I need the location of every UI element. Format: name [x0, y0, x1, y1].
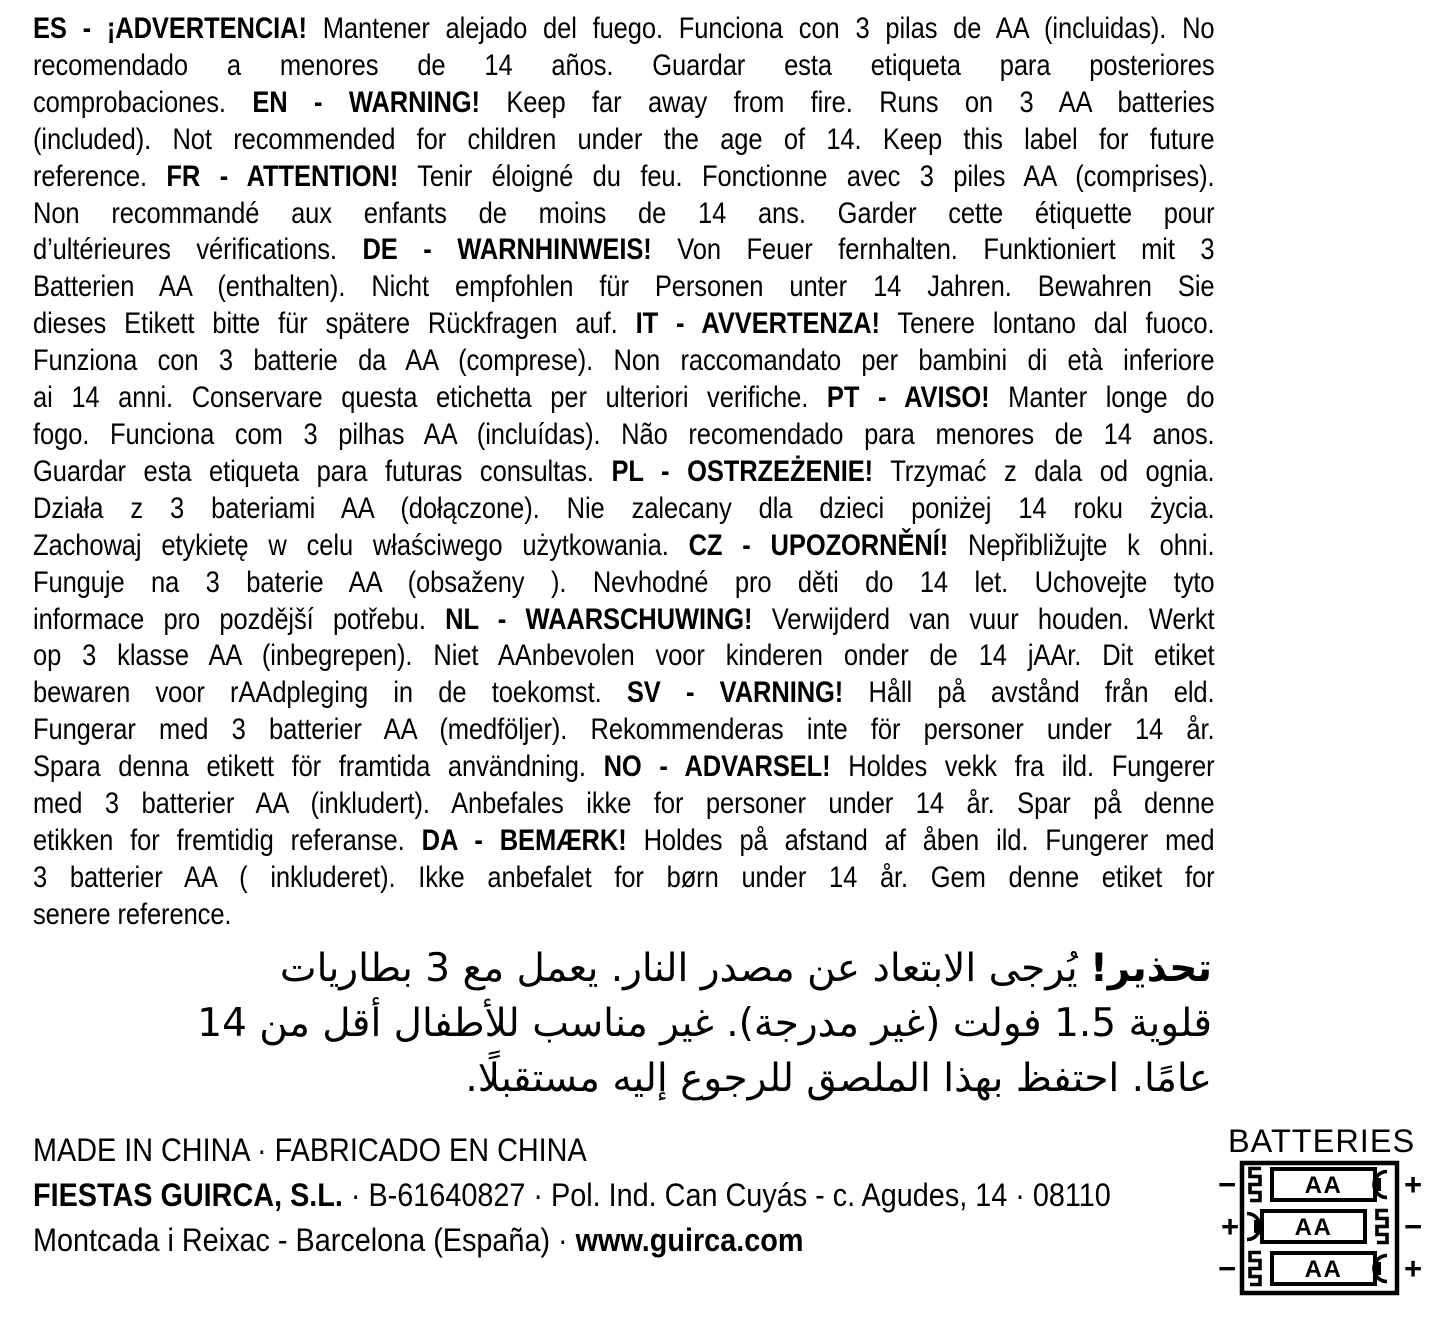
warning-line-segment: Non recommandé aux enfants de moins de 14 ans. Garder cette étiquette pour	[33, 196, 1215, 230]
footer-line-segment: Montcada i Reixac - Barcelona (España) ·	[33, 1222, 576, 1258]
spring-contact-icon	[1250, 1253, 1261, 1285]
aa-label: AA	[1294, 1214, 1333, 1241]
warning-line-segment: Nepřibližujte k ohni.	[948, 528, 1215, 562]
warning-line-segment: Håll på avstånd från eld.	[843, 676, 1215, 710]
warning-line-segment: Funziona con 3 batterie da AA (comprese). Non raccomandato per bambini di età inferiore	[33, 344, 1215, 378]
warning-line-segment: CZ - UPOZORNĚNÍ!	[688, 528, 949, 562]
warning-line-segment: dieses Etikett bitte für spätere Rückfragen auf.	[33, 307, 636, 341]
warning-line	[33, 897, 1215, 934]
arabic-line	[197, 1051, 1212, 1106]
minus-sign: −	[1217, 1251, 1237, 1286]
warning-line-segment: Manter longe do	[989, 381, 1215, 415]
warning-line	[33, 675, 1215, 712]
warning-line-segment: ai 14 anni. Conservare questa etichetta per ulteriori verifiche.	[33, 381, 827, 415]
aa-label: AA	[1304, 1172, 1343, 1199]
warning-line	[33, 232, 1215, 269]
warning-line-segment: (included). Not recommended for children under the age of 14. Keep this label for future	[33, 122, 1215, 156]
warning-line-segment: op 3 klasse AA (inbegrepen). Niet AAnbevolen voor kinderen onder de 14 jAAr. Dit etiket	[33, 639, 1215, 673]
warning-line-segment: DE - WARNHINWEIS!	[362, 233, 652, 267]
warning-line-segment: Spara denna etikett för framtida användning.	[33, 750, 604, 784]
plus-sign: +	[1220, 1209, 1240, 1244]
warning-line-segment: SV - VARNING!	[626, 676, 844, 710]
warning-line-segment: d’ultérieures vérifications.	[33, 233, 363, 267]
footer-line-segment: FIESTAS GUIRCA, S.L.	[33, 1177, 343, 1213]
aa-label: AA	[1304, 1256, 1343, 1283]
warning-line-segment: Verwijderd van vuur houden. Werkt	[752, 602, 1215, 636]
warning-line-segment: Guardar esta etiqueta para futuras consultas.	[33, 454, 612, 488]
warning-line	[33, 269, 1215, 306]
footer-line	[33, 1218, 1293, 1263]
warning-line-segment: Batterien AA (enthalten). Nicht empfohlen für Personen unter 14 Jahren. Bewahren Sie	[33, 270, 1215, 304]
warning-line-segment: informace pro pozdější potřebu.	[33, 602, 446, 636]
warning-line-segment: recomendado a menores de 14 años. Guardar esta etiqueta para posteriores	[33, 48, 1215, 82]
warning-line	[33, 343, 1215, 380]
footer-line-segment: www.guirca.com	[575, 1222, 804, 1258]
warning-line-segment: etikken for fremtidig referanse.	[33, 823, 422, 857]
footer-line-segment: · B-61640827 · Pol. Ind. Can Cuyás - c. Agudes, 14 · 08110	[342, 1177, 1111, 1213]
warning-line	[33, 638, 1215, 675]
warning-line	[33, 823, 1215, 860]
footer-line	[33, 1128, 1293, 1173]
warning-line-segment: Holdes vekk fra ild. Fungerer	[830, 750, 1215, 784]
battery-tab	[1254, 1220, 1260, 1233]
minus-sign: −	[1403, 1209, 1423, 1244]
warning-line-segment: DA - BEMÆRK!	[421, 823, 627, 857]
warning-line-segment: Fungerar med 3 batterier AA (medföljer). Rekommenderas inte för personer under 14 år.	[33, 713, 1215, 747]
plus-sign: +	[1403, 1251, 1423, 1286]
warning-line-segment: Trzymać z dala od ognia.	[873, 454, 1215, 488]
warning-line-segment: Mantener alejado del fuego. Funciona con 3 pilas de AA (incluidas). No	[306, 12, 1215, 45]
warning-line	[33, 380, 1215, 417]
warning-line-segment: Keep far away from fire. Runs on 3 AA batteries	[479, 85, 1215, 119]
warning-line-segment: EN - WARNING!	[252, 85, 480, 119]
arabic-line-segment: عامًا. احتفظ بهذا الملصق للرجوع إليه مستقبلًا.	[465, 1056, 1212, 1101]
battery-diagram	[1190, 1122, 1445, 1312]
warning-line	[33, 749, 1215, 786]
warning-line	[33, 306, 1215, 343]
warning-line-segment: senere reference.	[33, 897, 232, 931]
warning-line-segment: Funguje na 3 baterie AA (obsaženy ). Nevhodné pro děti do 14 let. Uchovejte tyto	[33, 565, 1215, 599]
warning-line-segment: reference.	[33, 159, 167, 193]
arabic-line-segment: تحذير!	[1090, 946, 1212, 991]
spring-contact-icon	[1377, 1211, 1388, 1243]
warning-line-segment: PT - AVISO!	[826, 381, 990, 415]
warning-line-segment: fogo. Funciona com 3 pilhas AA (incluídas). Não recomendado para menores de 14 anos.	[33, 417, 1215, 451]
warning-line-segment: med 3 batterier AA (inkludert). Anbefales ikke for personer under 14 år. Spar på denne	[33, 787, 1215, 821]
warning-line-segment: ES - ¡ADVERTENCIA!	[33, 12, 307, 45]
warning-line-segment: Tenere lontano dal fuoco.	[879, 307, 1215, 341]
manufacturer-footer-block	[33, 1128, 1293, 1263]
arabic-warning-block	[197, 941, 1212, 1106]
warning-line	[33, 860, 1215, 897]
minus-sign: −	[1217, 1167, 1237, 1202]
warning-line	[33, 491, 1215, 528]
warning-line	[33, 11, 1215, 48]
warning-line	[33, 122, 1215, 159]
warning-line-segment: Tenir éloigné du feu. Fonctionne avec 3 piles AA (comprises).	[398, 159, 1215, 193]
warning-line-segment: FR - ATTENTION!	[166, 159, 399, 193]
warning-line-segment: NO - ADVARSEL!	[603, 750, 831, 784]
warning-line-segment: NL - WAARSCHUWING!	[445, 602, 753, 636]
warning-line	[33, 602, 1215, 639]
warning-line	[33, 48, 1215, 85]
warning-line	[33, 196, 1215, 233]
warning-line-segment: Działa z 3 bateriami AA (dołączone). Nie zalecany dla dzieci poniżej 14 roku życia.	[33, 491, 1215, 525]
warning-line	[33, 417, 1215, 454]
warning-line	[33, 454, 1215, 491]
arabic-line	[197, 996, 1212, 1051]
warning-line	[33, 528, 1215, 565]
warning-line	[33, 159, 1215, 196]
warning-line	[33, 85, 1215, 122]
arabic-line	[197, 941, 1212, 996]
warning-line-segment: bewaren voor rAAdpleging in de toekomst.	[33, 676, 627, 710]
warning-line-segment: Zachowaj etykietę w celu właściwego użytkowania.	[33, 528, 689, 562]
warning-line	[33, 565, 1215, 602]
spring-contact-icon	[1250, 1169, 1261, 1201]
warning-line	[33, 786, 1215, 823]
arabic-line-segment: يُرجى الابتعاد عن مصدر النار. يعمل مع 3 بطاريات	[279, 946, 1091, 991]
warning-line-segment: IT - AVVERTENZA!	[635, 307, 880, 341]
plus-sign: +	[1403, 1167, 1423, 1202]
warning-line-segment: Holdes på afstand af åben ild. Fungerer med	[626, 823, 1215, 857]
warning-line	[33, 712, 1215, 749]
warning-line-segment: PL - OSTRZEŻENIE!	[611, 454, 874, 488]
footer-line	[33, 1173, 1293, 1218]
batteries-title: BATTERIES	[1228, 1123, 1416, 1159]
warning-text-block	[33, 11, 1215, 934]
warning-line-segment: 3 batterier AA ( inkluderet). Ikke anbefalet for børn under 14 år. Gem denne etiket for	[33, 860, 1215, 894]
warning-line-segment: comprobaciones.	[33, 85, 253, 119]
footer-line-segment: MADE IN CHINA · FABRICADO EN CHINA	[33, 1132, 587, 1168]
arabic-line-segment: قلوية 1.5 فولت (غير مدرجة). غير مناسب للأطفال أقل من 14	[197, 1001, 1212, 1046]
warning-line-segment: Von Feuer fernhalten. Funktioniert mit 3	[651, 233, 1215, 267]
